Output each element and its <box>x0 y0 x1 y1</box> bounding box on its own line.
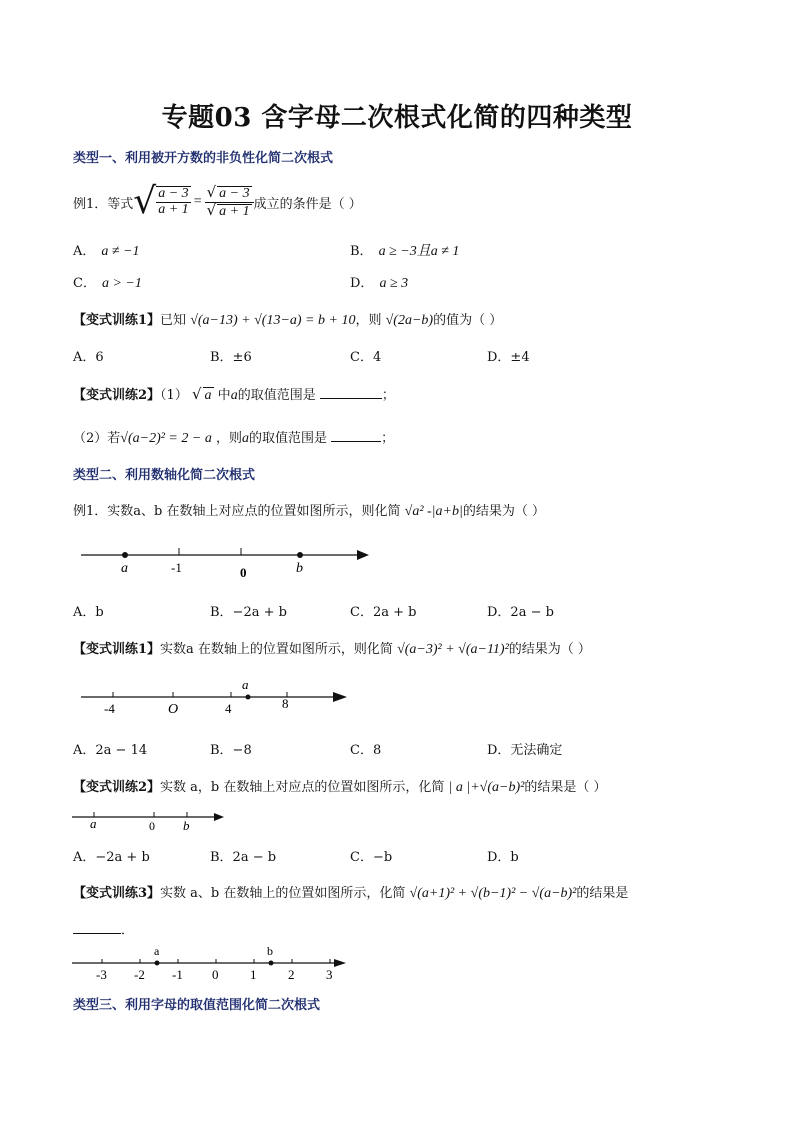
variant-2-part-1: 【变式训练2】（1） √ a 中a的取值范围是 ； <box>73 385 395 403</box>
variant-2-question-type2: 【变式训练2】实数 a，b 在数轴上对应点的位置如图所示，化简 | a |+√(a−b)²的结果是（ ） <box>73 780 607 795</box>
option-a: A．−2a + b <box>73 850 150 865</box>
math-expression-2: √(2a−b) <box>385 313 434 328</box>
fraction-expression-2: $\frac{√ a - 3}{√ a + 1}$ <box>205 185 254 219</box>
label-O: O <box>168 702 179 716</box>
point-a <box>246 695 251 700</box>
math-expression: √(a−2)² = 2 − a <box>120 431 212 446</box>
label-8: 8 <box>282 696 289 711</box>
option-a: A．2a − 14 <box>73 743 148 758</box>
tick-label: 0 <box>212 967 219 982</box>
label-a: a <box>154 944 160 958</box>
option-b: B．−2a + b <box>210 605 287 620</box>
option-b: B．−8 <box>210 743 252 758</box>
axis-arrow <box>334 959 346 967</box>
label-b: b <box>296 561 303 576</box>
tick-label: 3 <box>326 967 333 982</box>
number-line-2 <box>73 676 363 716</box>
tick-label: 1 <box>250 967 257 982</box>
option-d: D．b <box>487 850 519 865</box>
option-c: C．2a + b <box>350 605 417 620</box>
variant-2-part-2: （2）若√(a−2)² = 2 − a ，则a的取值范围是 ； <box>73 431 395 446</box>
option-c: C．8 <box>350 743 382 758</box>
point-b <box>269 961 274 966</box>
math-expression: √(a−3)² + √(a−11)² <box>397 642 509 657</box>
label-a: a <box>121 561 128 576</box>
sqrt-a: √ a <box>191 385 212 403</box>
answer-blank[interactable] <box>331 429 381 442</box>
option-c: C． a > −1 <box>73 276 142 291</box>
tick-label: -3 <box>96 967 107 982</box>
math-expression: | a |+√(a−b)² <box>448 780 525 795</box>
option-b: B．2a − b <box>210 850 277 865</box>
tick-label: -2 <box>134 967 145 982</box>
label-a: a <box>90 816 97 831</box>
variant-1-question-type2: 【变式训练1】实数a 在数轴上的位置如图所示，则化简 √(a−3)² + √(a−11)²的结果为（ ） <box>73 642 591 657</box>
number-line-3 <box>70 807 230 833</box>
label-a: a <box>242 677 249 692</box>
option-d: D．±4 <box>487 350 530 365</box>
question-tail: 成立的条件是（ ） <box>253 196 362 212</box>
section-heading-type3: 类型三、利用字母的取值范围化简二次根式 <box>73 998 321 1013</box>
label-minus-4: -4 <box>104 701 115 716</box>
option-c: C．4 <box>350 350 382 365</box>
option-c: C．−b <box>350 850 393 865</box>
section-heading-type1: 类型一、利用被开方数的非负性化简二次根式 <box>73 151 334 166</box>
option-a: A． a ≠ −1 <box>73 244 140 259</box>
math-expression: √a² -|a+b| <box>404 504 463 519</box>
label-minus-1: -1 <box>171 560 182 575</box>
fraction-expression: $\frac{a - 3}{a + 1}$ <box>158 186 189 217</box>
example-1-question <box>73 181 362 222</box>
axis-arrow <box>333 692 347 702</box>
math-expression: √(a+1)² + √(b−1)² − √(a−b)² <box>409 886 577 901</box>
equals-sign: = <box>193 194 202 209</box>
label-b: b <box>267 944 273 958</box>
answer-blank[interactable] <box>320 386 382 399</box>
label-4: 4 <box>225 701 232 716</box>
option-b: B． a ≥ −3且a ≠ 1 <box>350 244 460 259</box>
tick-label: -1 <box>172 967 183 982</box>
answer-blank[interactable] <box>73 921 121 934</box>
label-b: b <box>183 818 190 833</box>
answer-line: ． <box>73 919 134 938</box>
variant-1-question: 【变式训练1】已知 √(a−13) + √(13−a) = b + 10，则 √(2a−b)的值为（ ） <box>73 313 503 328</box>
option-d: D．2a − b <box>487 605 554 620</box>
option-d: D．无法确定 <box>487 743 563 758</box>
option-d: D． a ≥ 3 <box>350 276 409 291</box>
number-line-1 <box>73 540 383 582</box>
question-label: 例1．等式 <box>73 196 134 212</box>
radical-sign: √ <box>133 181 157 222</box>
axis-arrow <box>357 550 369 560</box>
label-0: 0 <box>240 565 247 580</box>
example-2-question: 例1．实数a、b 在数轴上对应点的位置如图所示，则化简 √a² -|a+b|的结果为（ ） <box>73 504 545 519</box>
option-b: B．±6 <box>210 350 252 365</box>
label-0: 0 <box>149 819 155 833</box>
variant-3-question-type2: 【变式训练3】实数 a、b 在数轴上的位置如图所示，化简 √(a+1)² + √(b−1)² − √(a−b)²的结果是 <box>73 886 629 901</box>
math-expression: √(a−13) + √(13−a) = b + 10 <box>190 313 356 328</box>
option-a: A．6 <box>73 350 104 365</box>
number-line-4 <box>70 942 360 982</box>
point-b <box>297 552 303 558</box>
section-heading-type2: 类型二、利用数轴化简二次根式 <box>73 468 256 483</box>
tick-label: 2 <box>288 967 295 982</box>
option-a: A．b <box>73 605 104 620</box>
point-a <box>122 552 128 558</box>
axis-arrow <box>214 813 224 821</box>
point-a <box>155 961 160 966</box>
page-title: 专题03 含字母二次根式化简的四种类型 <box>161 103 633 133</box>
